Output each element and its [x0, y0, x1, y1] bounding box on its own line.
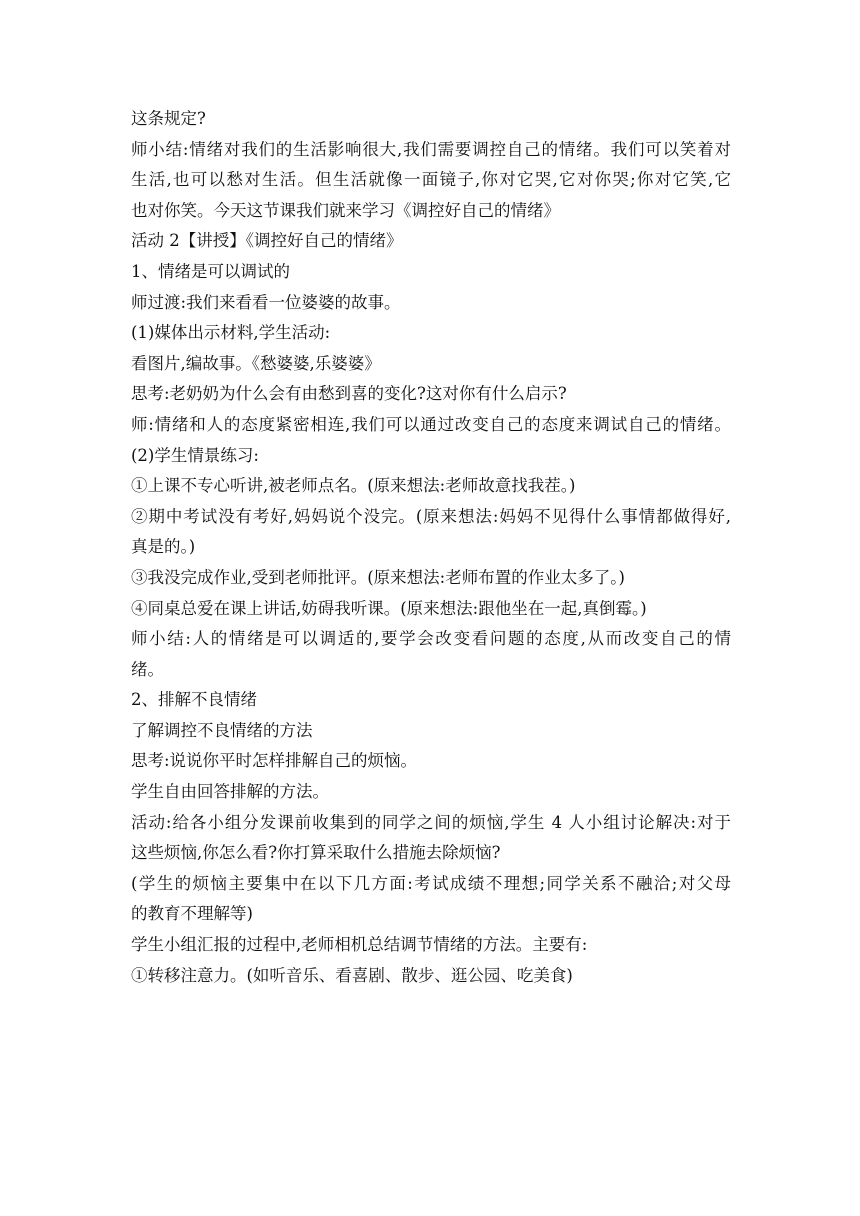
list-item: ④同桌总爱在课上讲话,妨碍我听课。(原来想法:跟他坐在一起,真倒霉。) [131, 598, 647, 618]
text-line: 思考:说说你平时怎样排解自己的烦恼。 [131, 751, 418, 771]
text-line: 看图片,编故事。《愁婆婆,乐婆婆》 [131, 353, 381, 373]
text-line: 学生自由回答排解的方法。 [131, 782, 329, 802]
list-item: ①上课不专心听讲,被老师点名。(原来想法:老师故意找我茬。) [131, 476, 576, 496]
section-heading: 活动 2【讲授】《调控好自己的情绪》 [131, 231, 403, 251]
list-item: ①转移注意力。(如听音乐、看喜剧、散步、逛公园、吃美食) [131, 965, 573, 985]
text-line: 师过渡:我们来看看一位婆婆的故事。 [131, 292, 401, 312]
text-line: 师小结:情绪对我们的生活影响很大,我们需要调控自己的情绪。我们可以笑着对 [131, 139, 731, 159]
text-line: 绪。 [131, 659, 164, 679]
text-line: (学生的烦恼主要集中在以下几方面:考试成绩不理想;同学关系不融洽;对父母 [131, 873, 731, 893]
list-item: ②期中考试没有考好,妈妈说个没完。(原来想法:妈妈不见得什么事情都做得好, [131, 506, 731, 526]
text-line: (1)媒体出示材料,学生活动: [131, 323, 331, 343]
text-line: 师:情绪和人的态度紧密相连,我们可以通过改变自己的态度来调试自己的情绪。 [131, 414, 731, 434]
text-line: (2)学生情景练习: [131, 445, 259, 465]
text-line: 思考:老奶奶为什么会有由愁到喜的变化?这对你有什么启示? [131, 384, 567, 404]
text-line: 也对你笑。今天这节课我们就来学习《调控好自己的情绪》 [131, 200, 560, 220]
subsection-heading: 2、排解不良情绪 [131, 690, 257, 710]
document-body [131, 104, 731, 991]
text-line: 生活,也可以愁对生活。但生活就像一面镜子,你对它哭,它对你哭;你对它笑,它 [131, 170, 731, 190]
text-line: 了解调控不良情绪的方法 [131, 720, 313, 740]
text-line: 学生小组汇报的过程中,老师相机总结调节情绪的方法。主要有: [131, 935, 588, 955]
text-line: 真是的。) [131, 537, 196, 557]
subsection-heading: 1、情绪是可以调试的 [131, 261, 290, 281]
text-line: 师小结:人的情绪是可以调适的,要学会改变看问题的态度,从而改变自己的情 [131, 629, 731, 649]
text-line: 活动:给各小组分发课前收集到的同学之间的烦恼,学生 4 人小组讨论解决:对于 [131, 812, 731, 832]
text-line: 这条规定? [131, 109, 206, 128]
text-line: 的教育不理解等) [131, 904, 253, 924]
text-line: 这些烦恼,你怎么看?你打算采取什么措施去除烦恼? [131, 843, 501, 863]
list-item: ③我没完成作业,受到老师批评。(原来想法:老师布置的作业太多了。) [131, 567, 625, 587]
